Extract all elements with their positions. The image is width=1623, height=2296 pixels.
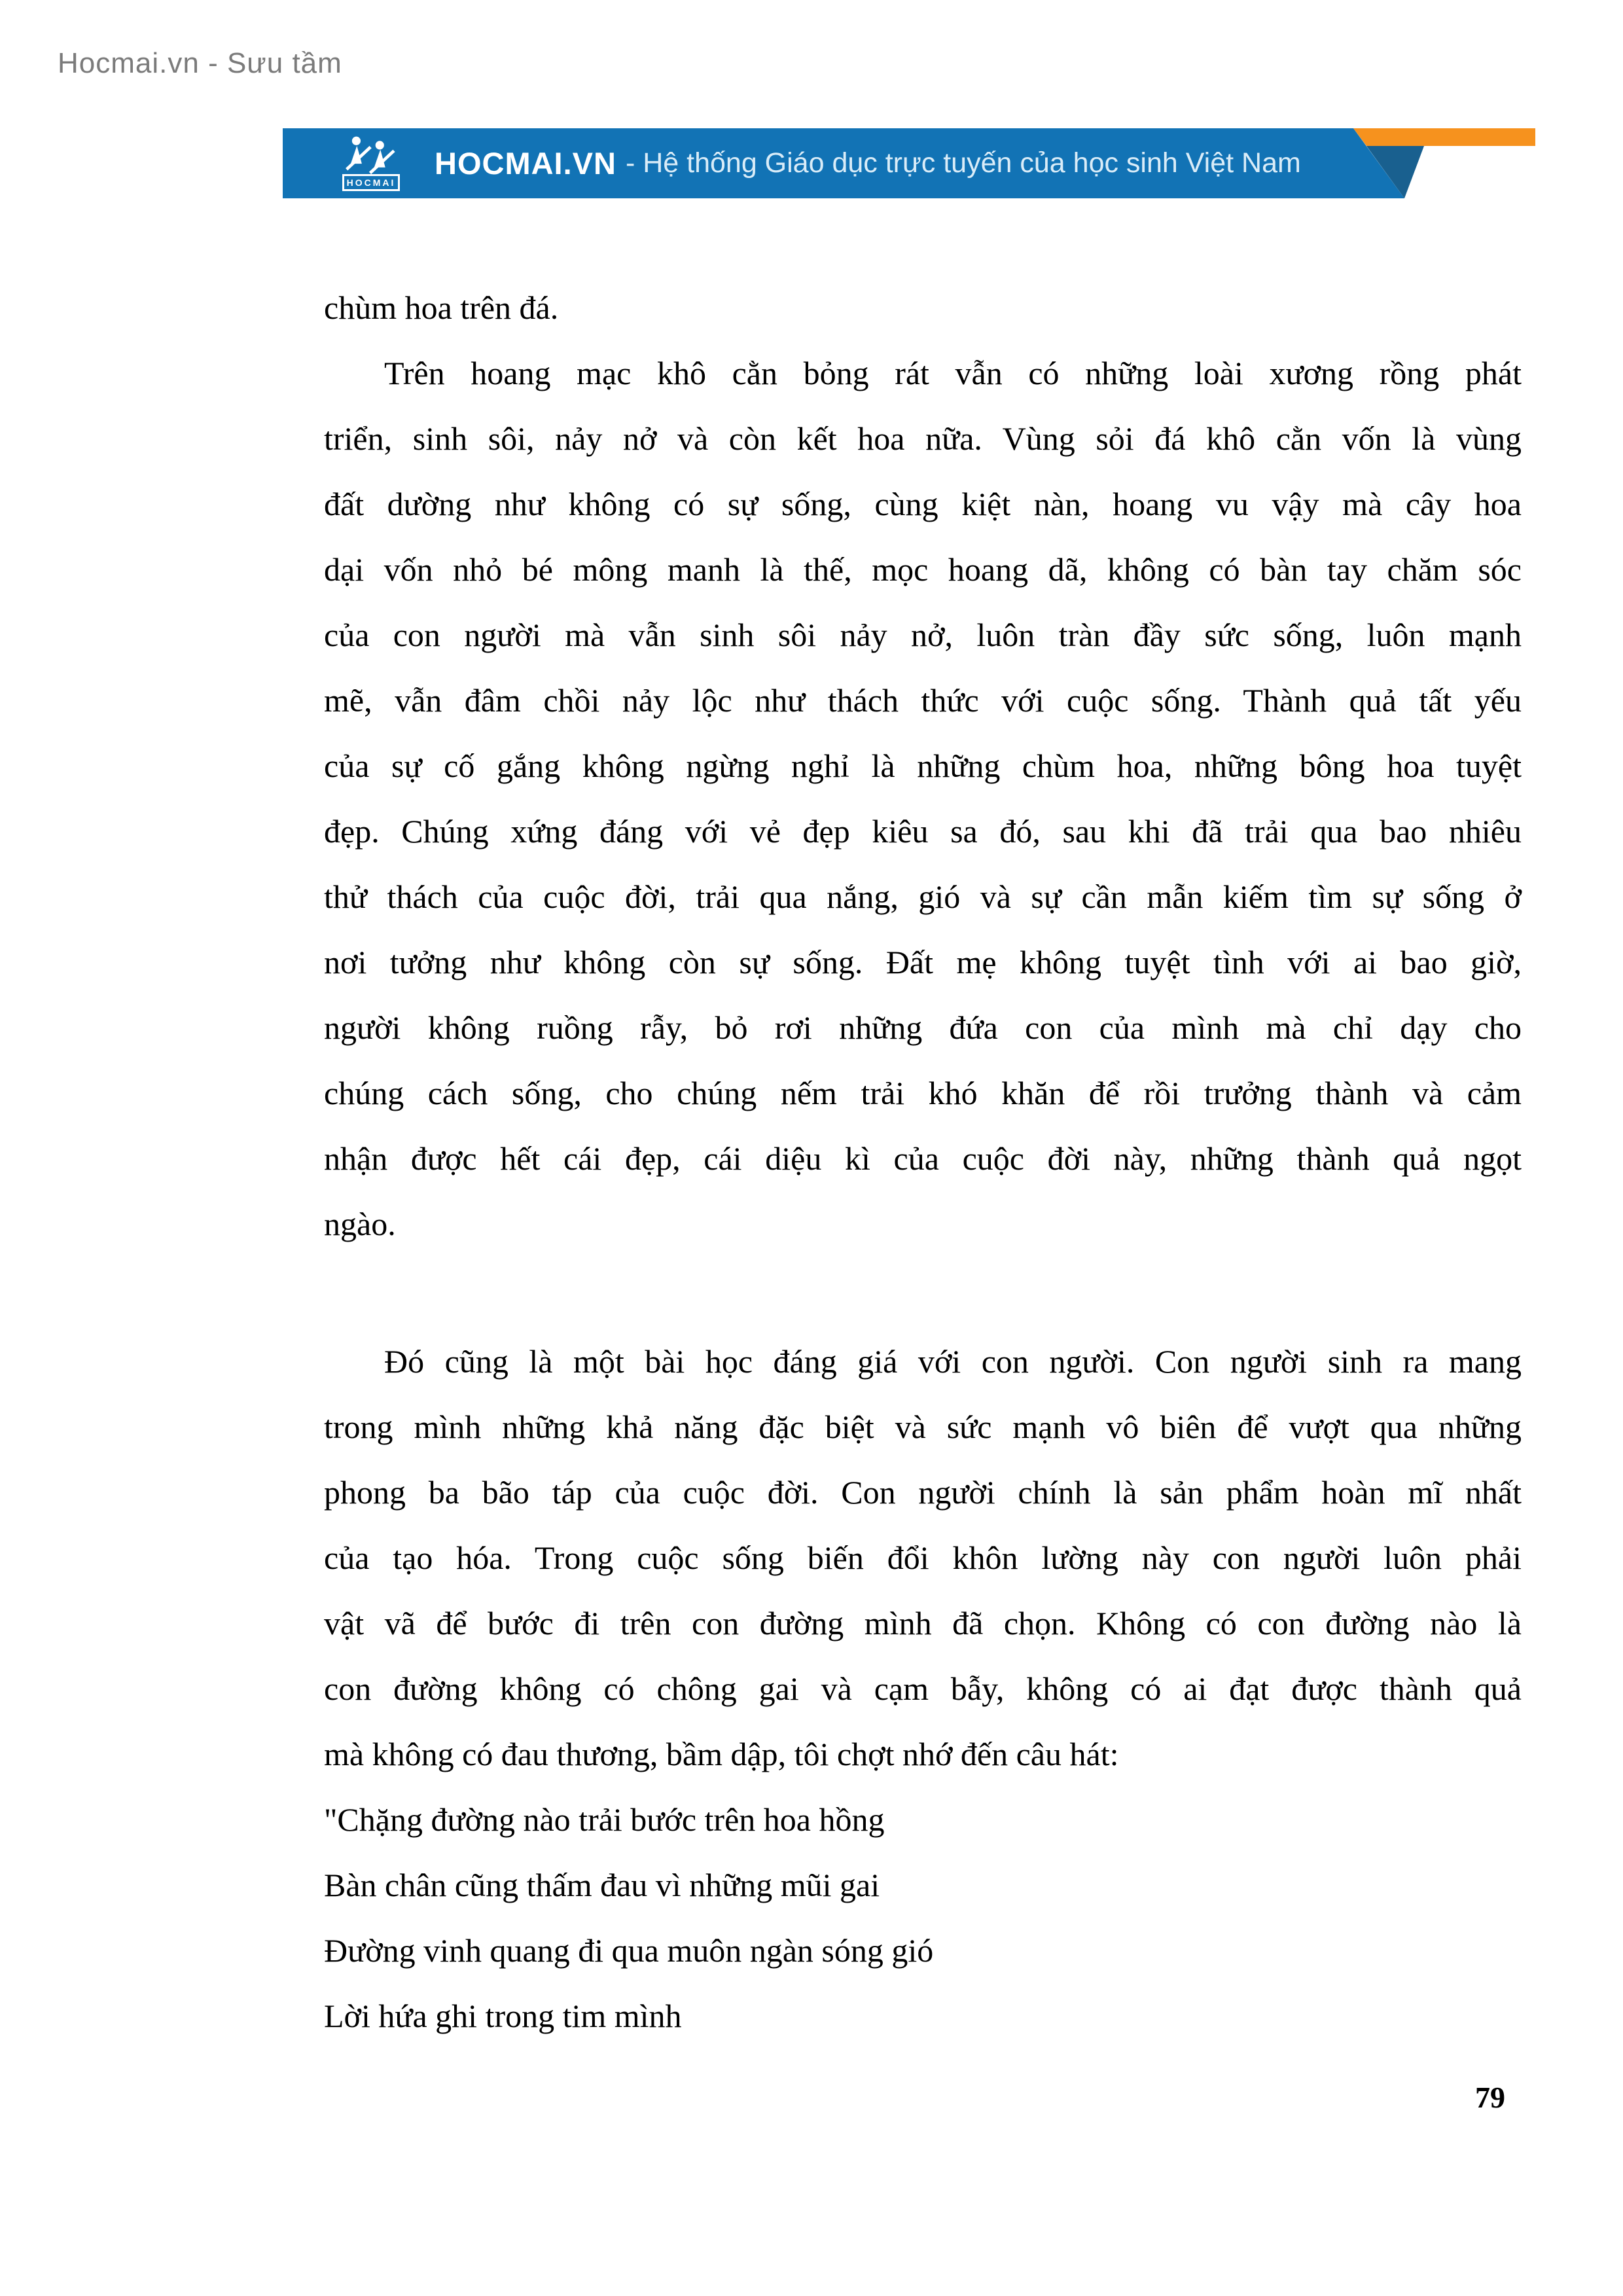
text-line: đẹp. Chúng xứng đáng với vẻ đẹp kiêu sa đó, sau khi đã trải qua bao nhiêu xyxy=(324,813,1522,850)
text-line: nhận được hết cái đẹp, cái diệu kì của cuộc đời này, những thành quả ngọt xyxy=(324,1140,1522,1177)
text-line: Bàn chân cũng thấm đau vì những mũi gai xyxy=(324,1867,880,1903)
text-line: mà không có đau thương, bầm dập, tôi chợt nhớ đến câu hát: xyxy=(324,1736,1119,1772)
text-line: mẽ, vẫn đâm chồi nảy lộc như thách thức với cuộc sống. Thành quả tất yếu xyxy=(324,682,1522,719)
banner xyxy=(0,0,1623,236)
document-body xyxy=(324,275,1522,2049)
text-line: của tạo hóa. Trong cuộc sống biến đổi khôn lường này con người luôn phải xyxy=(324,1539,1522,1576)
text-line: của sự cố gắng không ngừng nghỉ là những chùm hoa, những bông hoa tuyệt xyxy=(324,747,1522,784)
text-line: "Chặng đường nào trải bước trên hoa hồng xyxy=(324,1801,885,1838)
text-line: của con người mà vẫn sinh sôi nảy nở, luôn tràn đầy sức sống, luôn mạnh xyxy=(324,617,1522,653)
banner-orange-ribbon xyxy=(1353,128,1535,146)
text-line: phong ba bão táp của cuộc đời. Con người chính là sản phẩm hoàn mĩ nhất xyxy=(324,1474,1522,1511)
text-line: trong mình những khả năng đặc biệt và sức mạnh vô biên để vượt qua những xyxy=(324,1408,1522,1445)
text-line: chúng cách sống, cho chúng nếm trải khó khăn để rồi trưởng thành và cảm xyxy=(324,1075,1522,1111)
text-line: Đường vinh quang đi qua muôn ngàn sóng gió xyxy=(324,1932,934,1969)
text-line: vật vã để bước đi trên con đường mình đã chọn. Không có con đường nào là xyxy=(324,1605,1522,1641)
text-line: Lời hứa ghi trong tim mình xyxy=(324,1998,682,2034)
text-line: đất dường như không có sự sống, cùng kiệt nàn, hoang vu vậy mà cây hoa xyxy=(324,486,1522,522)
banner-title xyxy=(435,128,1301,198)
banner-tagline: - Hệ thống Giáo dục trực tuyến của học sinh Việt Nam xyxy=(625,147,1301,179)
text-line: chùm hoa trên đá. xyxy=(324,289,559,326)
header-note: Hocmai.vn - Sưu tầm xyxy=(58,47,342,79)
text-line: con đường không có chông gai và cạm bẫy, không có ai đạt được thành quả xyxy=(324,1670,1522,1707)
text-line: dại vốn nhỏ bé mông manh là thế, mọc hoang dã, không có bàn tay chăm sóc xyxy=(324,551,1522,588)
text-line: ngào. xyxy=(324,1206,396,1242)
text-line: triển, sinh sôi, nảy nở và còn kết hoa nữa. Vùng sỏi đá khô cằn vốn là vùng xyxy=(324,420,1522,457)
text-line: người không ruồng rẫy, bỏ rơi những đứa con của mình mà chỉ dạy cho xyxy=(324,1009,1522,1046)
paragraph-gap xyxy=(324,1257,1522,1329)
banner-brand: HOCMAI.VN xyxy=(435,146,616,181)
text-line: Trên hoang mạc khô cằn bỏng rát vẫn có những loài xương rồng phát xyxy=(384,355,1522,391)
hocmai-logo-wordmark: HOCMAI xyxy=(342,174,400,191)
text-line: nơi tưởng như không còn sự sống. Đất mẹ không tuyệt tình với ai bao giờ, xyxy=(324,944,1522,980)
text-line: thử thách của cuộc đời, trải qua nắng, gió và sự cần mẫn kiếm tìm sự sống ở xyxy=(324,878,1522,915)
page-number: 79 xyxy=(1475,2081,1505,2114)
hocmai-logo-icon xyxy=(339,133,404,176)
text-line: Đó cũng là một bài học đáng giá với con người. Con người sinh ra mang xyxy=(384,1343,1522,1380)
